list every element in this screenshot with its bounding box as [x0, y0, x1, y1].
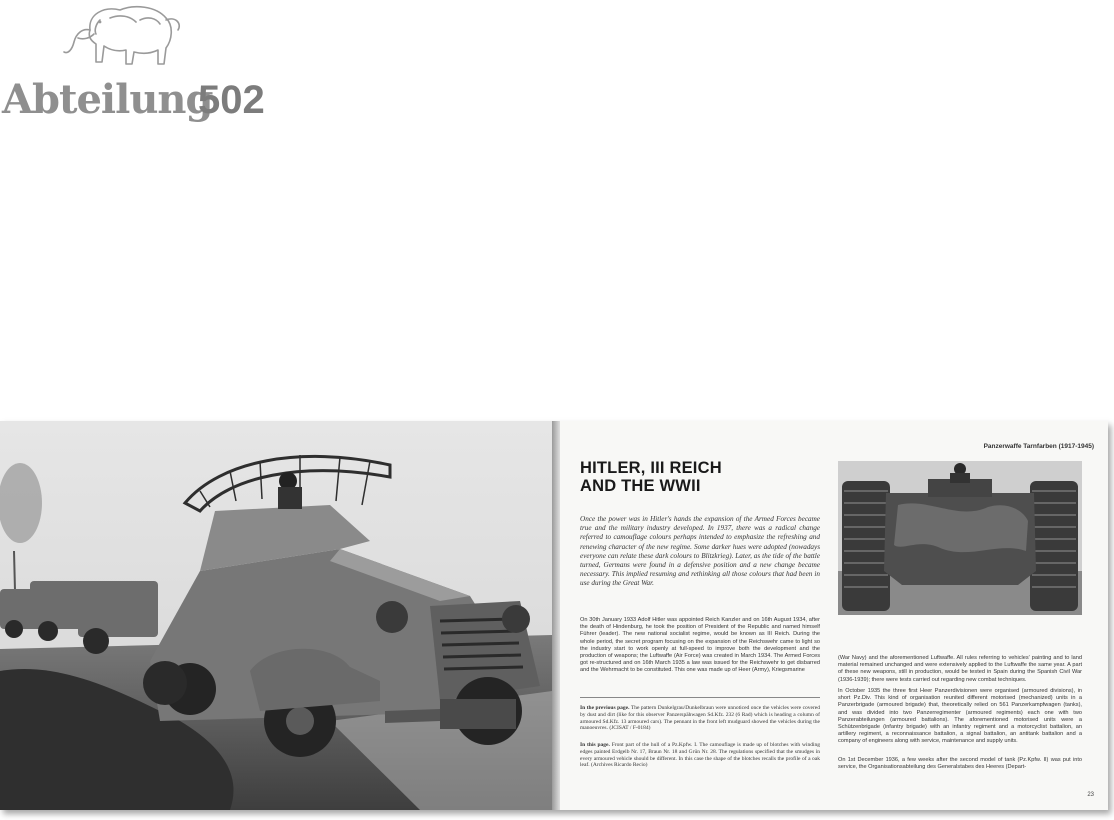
chapter-title	[580, 459, 820, 495]
body-text-col2-p1: (War Navy) and the aforementioned Luftwaffe. All rules referring to vehicles' painting and to land material remained unchanged and were extensively applied to the Luftwaffe the same year. A part of these new weapons, still in production, would be tested in Spain during the Spanish Civil War (1936-1939); there were tests carried out regarding new combat techniques.	[838, 655, 1082, 683]
body-text-col2-p2: In October 1935 the three first Heer Panzerdivisionen were organised (armoured divisions), in short Pz.Div. This kind of organisation reunited different motorised (mechanized) units in a Panzerbrigade (armoured brigade) that, theoretically relied on 561 Panzerkampfwagen (tanks), and was divided into two Panzerregimenter (armoured regiments) each one with two Panzerabteilungen (armoured battalions). The aforementioned motorised units were a Schützenbrigade (infantry brigade) with an infantry regiment and a motorcyclist battalion, an artillery regiment, a reconnaissance battalion, a signal battalion, an antitank battalion and a company of engineers along with service, maintenance and supply units.	[838, 688, 1082, 745]
page-number: 23	[1087, 792, 1094, 798]
armoured-car-photo	[0, 421, 552, 810]
caption-this-page	[580, 742, 820, 769]
tank-front-photo	[838, 461, 1082, 615]
running-head: Panzerwaffe Tarnfarben (1917-1945)	[983, 443, 1094, 450]
abteilung-502-logo	[0, 0, 280, 140]
right-page	[560, 421, 1108, 810]
caption1-label: In the previous page.	[580, 705, 630, 711]
chapter-title-line1: HITLER, III REICH	[580, 459, 722, 477]
intro-paragraph: Once the power was in Hitler's hands the expansion of the Armed Forces became true and the military industry developed. In 1937, there was a radical change referred to camouflage colours perhaps intended to emphasize the refreshing and renewing character of the new regime. Some darker hues were adopted (nowadays everyone can relate these dark colours to Blitzkrieg). Later, as the tide of the battle turned, Germans were found in a defensive position and a new change became necessary. This implied resuming and rethinking all those colours that had been in use during the Great War.	[580, 515, 820, 588]
logo-number: 502	[198, 78, 265, 122]
caption-previous-page	[580, 705, 820, 732]
book-spread	[0, 421, 1108, 810]
logo-wordmark: Abteilung	[2, 76, 213, 123]
caption2-text: Front part of the hull of a Pz.Kpfw. I. The camouflage is made up of blotches with winding edges painted Erdgelb Nr. 17, Braun Nr. 18 and Grün Nr. 28. The regulations specified that the smudges in every armoured vehicle should be different. In this case the shape of the blotches recalls the profile of a oak leaf. (Archives Ricardo Recio)	[580, 742, 821, 769]
caption2-label: In this page.	[580, 742, 610, 748]
left-page-photo	[0, 421, 552, 810]
caption1-text: The pattern Dunkelgrau/Dunkelbraun were unnoticed once the vehicles were covered by dust and dirt (like for this observer Panzerspähwagen Sd.Kfz. 232 (6 Rad) which is heading a column of armoured Sd.Kfz. 13 armoured cars). The pennant in the front left mudguard showed the vehicles during the manoeuvres. (JCISAT / F-0184)	[580, 705, 820, 732]
chapter-title-line2: AND THE WWII	[580, 477, 701, 495]
body-text-col2-p3: On 1st December 1936, a few weeks after the second model of tank (Pz.Kpfw. II) was put into service, the Organisationsabteilung des Generalstabes des Heeres (Depart-	[838, 757, 1082, 771]
body-text-col1: On 30th January 1933 Adolf Hitler was appointed Reich Kanzler and on 16th August 1934, after the death of Hindenburg, he took the position of President of the Republic and named himself Führer (leader). The new national socialist regime, would be known as III Reich. During the whole period, the secret program focusing on the expansion of the Reichswehr came to light so the industry start to work openly at full-speed to improve both the development and the production of weapons; the Luftwaffe (Air Force) was created in March 1934. The Armed Forces got re-structured and on 16th March 1935 a law was issued for the Reichswehr to get disbarred and the Wehrmacht to be constituted. This one was made up of Heer (Army), Kriegsmarine	[580, 617, 820, 674]
tank-front-image	[838, 461, 1082, 615]
caption-divider	[580, 697, 820, 698]
elephant-icon	[60, 0, 192, 72]
